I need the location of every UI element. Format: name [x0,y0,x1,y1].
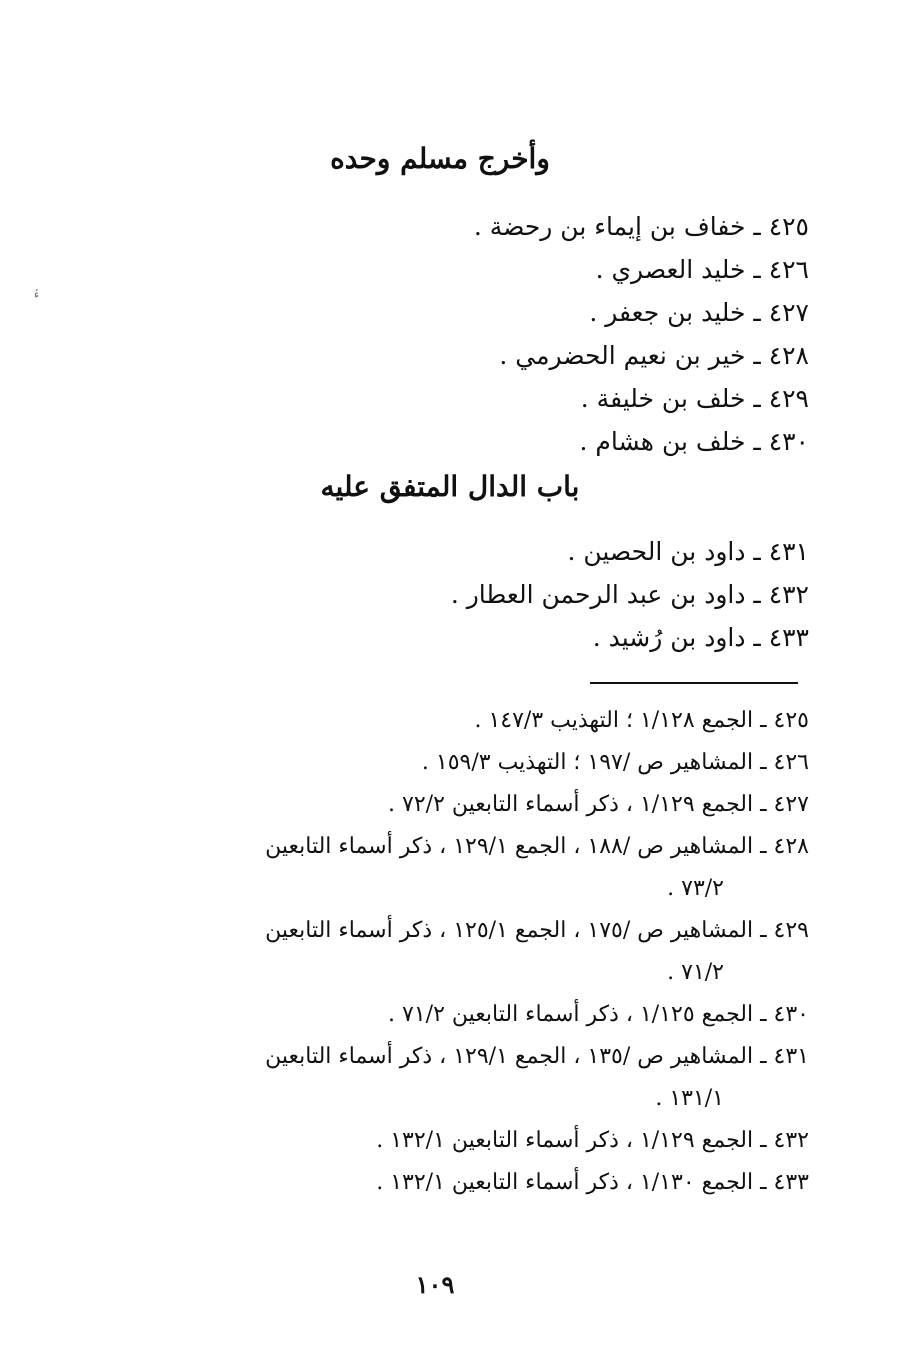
entry-item: ٤٣٠ ـ خلف بن هشام . [579,427,809,456]
footnote [119,700,809,742]
entry-item: ٤٢٨ ـ خير بن نعيم الحضرمي . [499,341,809,370]
footnote [119,742,809,784]
footnote [119,1162,809,1204]
section-heading-dal: باب الدال المتفق عليه [320,470,580,503]
footnote-text: ٤٢٨ ـ المشاهير ص /١٨٨ ، الجمع ١٢٩/١ ، ذكر أسماء التابعين [265,834,809,859]
footnote-text: ٤٣٢ ـ الجمع ١/١٢٩ ، ذكر أسماء التابعين ١٣٢/١ . [376,1128,809,1153]
entry-list-2 [209,530,809,659]
entry-item: ٤٣٢ ـ داود بن عبد الرحمن العطار . [450,580,809,609]
footnote-continuation: ٧١/٢ . [667,960,724,985]
footnote-continuation: ٧٣/٢ . [667,876,724,901]
footnote-text: ٤٢٩ ـ المشاهير ص /١٧٥ ، الجمع ١٢٥/١ ، ذكر أسماء التابعين [265,918,809,943]
footnote-text: ٤٣١ ـ المشاهير ص /١٣٥ ، الجمع ١٢٩/١ ، ذكر أسماء التابعين [265,1044,809,1069]
entry-item: ٤٣١ ـ داود بن الحصين . [567,537,809,566]
entry-item: ٤٢٥ ـ خفاف بن إيماء بن رحضة . [473,212,809,241]
footnote [119,910,809,994]
footnotes [119,700,809,1204]
margin-speck: ءٔ [34,288,40,301]
section-heading-muslim-only: وأخرج مسلم وحده [330,142,550,175]
entry-item: ٤٢٩ ـ خلف بن خليفة . [580,384,809,413]
footnote-divider [590,682,798,684]
footnote-text: ٤٣٠ ـ الجمع ١/١٢٥ ، ذكر أسماء التابعين ٧١/٢ . [388,1002,809,1027]
entry-list-1 [209,205,809,463]
footnote-text: ٤٢٥ ـ الجمع ١/١٢٨ ؛ التهذيب ١٤٧/٣ . [474,708,809,733]
entry-item: ٤٣٣ ـ داود بن رُشيد . [592,623,809,652]
page-number: ١٠٩ [415,1270,455,1299]
footnote [119,1120,809,1162]
footnote-continuation: ١٣١/١ . [655,1086,724,1111]
footnote [119,1036,809,1120]
entry-item: ٤٢٦ ـ خليد العصري . [595,255,809,284]
footnote-text: ٤٢٧ ـ الجمع ١/١٢٩ ، ذكر أسماء التابعين ٧٢/٢ . [388,792,809,817]
footnote-text: ٤٢٦ ـ المشاهير ص /١٩٧ ؛ التهذيب ١٥٩/٣ . [421,750,809,775]
footnote-text: ٤٣٣ ـ الجمع ١/١٣٠ ، ذكر أسماء التابعين ١٣٢/١ . [376,1170,809,1195]
footnote [119,784,809,826]
footnote [119,826,809,910]
entry-item: ٤٢٧ ـ خليد بن جعفر . [589,298,809,327]
footnote [119,994,809,1036]
